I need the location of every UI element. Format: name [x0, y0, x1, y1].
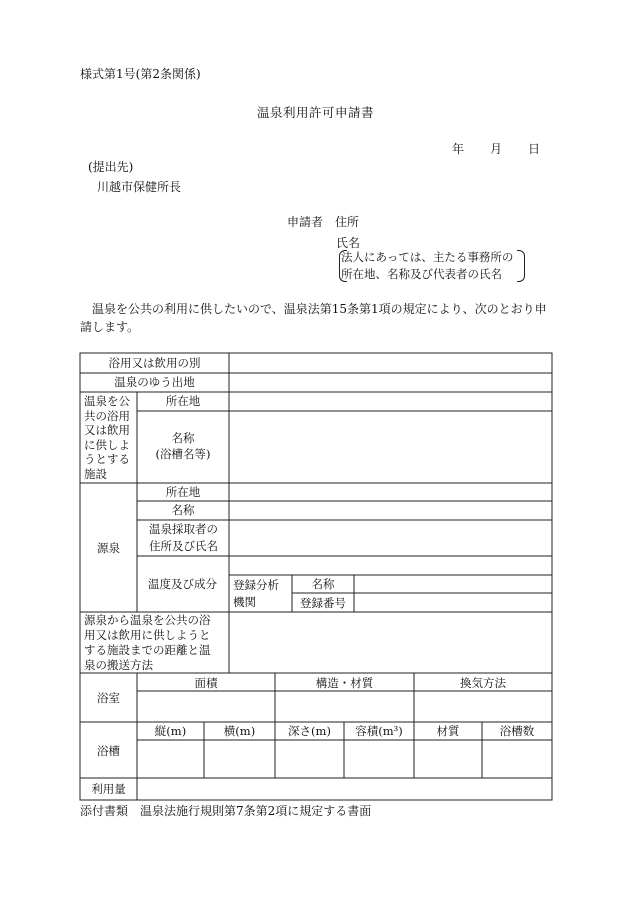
org-name-label: 名称 — [311, 577, 335, 591]
distance-line: 泉の搬送方法 — [84, 658, 153, 672]
distance-line: 源泉から温泉を公共の浴 — [84, 613, 211, 627]
analysis-org-line-2: 機関 — [233, 595, 256, 609]
corporation-note-line-2: 所在地、名称及び代表者の氏名 — [341, 267, 502, 281]
submit-to-recipient: 川越市保健所長 — [97, 180, 182, 194]
document-title: 温泉利用許可申請書 — [257, 105, 375, 120]
distance-line: する施設までの距離と温 — [84, 643, 211, 657]
source-name-label: 名称 — [171, 503, 195, 517]
form-number: 様式第1号(第2条関係) — [80, 67, 201, 81]
temp-composition-label: 温度及び成分 — [148, 577, 217, 591]
collector-line-2: 住所及び氏名 — [149, 539, 218, 553]
date-line — [452, 140, 540, 157]
facility-name-label — [137, 430, 229, 462]
usage-type-label: 浴用又は飲用の別 — [108, 356, 201, 370]
attachments-label: 添付書類 — [80, 804, 129, 818]
attachments-line — [80, 802, 371, 819]
facility-label-line: に供しよ — [84, 437, 130, 452]
applicant-label: 申請者 — [287, 215, 324, 229]
corporation-note — [341, 249, 513, 283]
tub-col-width: 横(m) — [223, 724, 256, 738]
date-month: 月 — [490, 142, 503, 156]
right-bracket — [517, 250, 525, 282]
facility-label-line: 温泉を公 — [84, 394, 130, 408]
attachments-text: 温泉法施行規則第7条第2項に規定する書面 — [140, 804, 372, 818]
tub-col-count: 浴槽数 — [499, 724, 535, 738]
registration-number-label: 登録番号 — [300, 596, 346, 610]
facility-label-line: 共の浴用 — [84, 408, 130, 423]
distance-label — [84, 613, 229, 673]
bathroom-label: 浴室 — [97, 691, 120, 705]
tub-col-depth: 深さ(m) — [288, 724, 331, 738]
analysis-org-line-1: 登録分析 — [233, 578, 279, 592]
facility-label-line: 又は飲用 — [84, 423, 130, 437]
facility-label-line: 施設 — [84, 466, 107, 481]
applicant-address-line — [287, 213, 359, 230]
facility-label — [84, 394, 136, 481]
collector-label — [149, 521, 229, 555]
distance-line: 用又は飲用に供しようと — [84, 628, 211, 642]
facility-name-line-1: 名称 — [171, 431, 195, 445]
bathroom-col-structure: 構造・材質 — [315, 676, 374, 690]
usage-amount-label: 利用量 — [91, 782, 126, 796]
date-day: 日 — [528, 142, 541, 156]
spring-outlet-label: 温泉のゆう出地 — [114, 375, 195, 389]
date-year: 年 — [452, 142, 465, 156]
facility-name-line-2: (浴槽名等) — [155, 447, 211, 461]
address-label: 住所 — [335, 215, 360, 229]
application-statement: 温泉を公共の利用に供したいので、温泉法第15条第1項の規定により、次のとおり申請します。 — [80, 302, 547, 334]
analysis-org-label — [233, 577, 291, 611]
facility-label-line: うとする — [84, 452, 130, 466]
bathroom-col-area: 面積 — [194, 676, 218, 690]
name-label: 氏名 — [336, 236, 361, 250]
facility-location-label: 所在地 — [165, 394, 201, 408]
collector-line-1: 温泉採取者の — [149, 522, 218, 536]
corporation-note-line-1: 法人にあっては、主たる事務所の — [341, 250, 514, 264]
source-label: 源泉 — [97, 541, 120, 555]
bathroom-col-ventilation: 換気方法 — [460, 676, 506, 690]
tub-col-material: 材質 — [436, 724, 460, 738]
submit-to-label: (提出先) — [88, 160, 134, 174]
tub-label: 浴槽 — [97, 744, 120, 758]
tub-col-length: 縦(m) — [154, 724, 187, 738]
tub-col-volume: 容積(m³) — [355, 724, 403, 738]
source-location-label: 所在地 — [165, 485, 201, 499]
